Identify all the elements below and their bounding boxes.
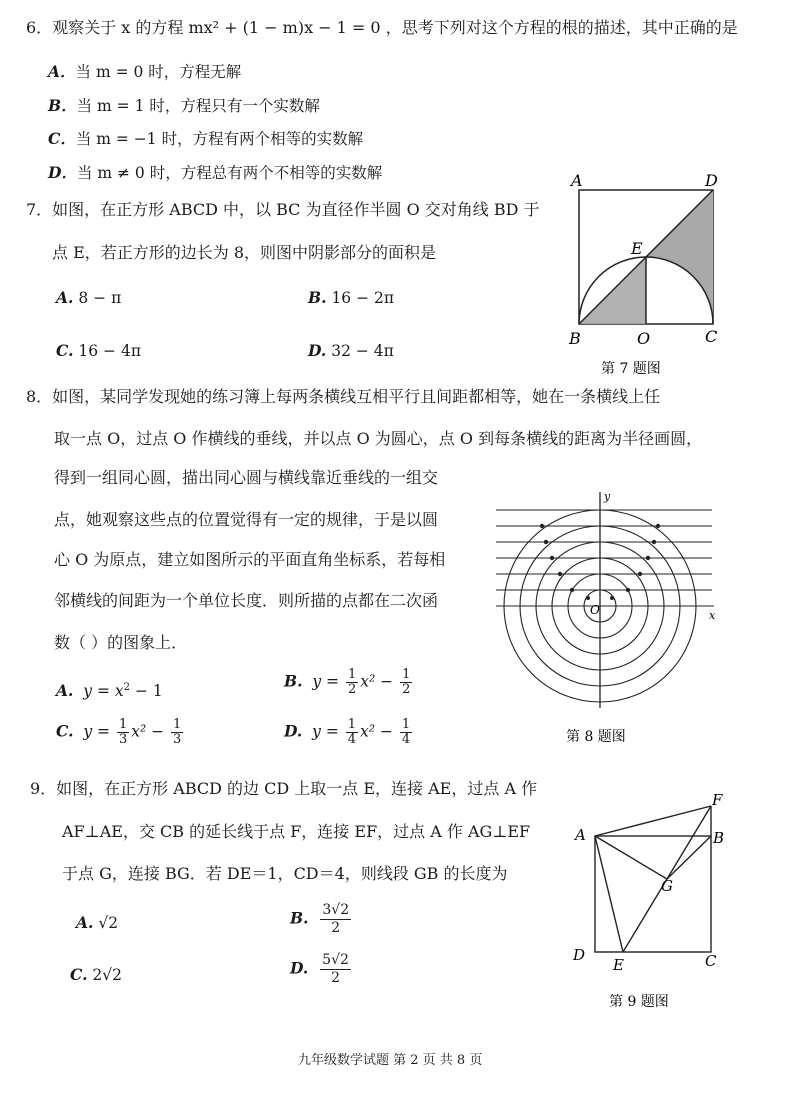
q8-line3: 得到一组同心圆，描出同心圆与横线靠近垂线的一组交: [54, 468, 439, 487]
fig7-label-e: E: [631, 239, 643, 258]
q8-option-b: B. y = $\frac{1}{2}$ x² − $\frac{1}{2}$: [284, 667, 411, 697]
page-footer: 九年级数学试题 第 2 页 共 8 页: [298, 1053, 483, 1068]
q8-option-a: A. $y = x^2 - 1$: [56, 681, 163, 701]
fig8-origin-label: O: [590, 603, 600, 617]
fig8-y-label: y: [604, 490, 611, 503]
fig9-label-d: D: [573, 946, 586, 964]
fig9-af: [595, 806, 711, 836]
figure-9: [565, 788, 735, 1018]
fig8-point: [544, 540, 548, 544]
q9-stem-line1: 9．如图，在正方形 ABCD 的边 CD 上取一点 E，连接 AE，过点 A 作: [30, 779, 538, 798]
q8-option-d: D. y = $\frac{1}{4}$ x² − $\frac{1}{4}$: [284, 717, 411, 747]
fig9-ag: [595, 836, 667, 879]
fig8-point: [638, 572, 642, 576]
q6-option-d: D．当 m ≠ 0 时，方程总有两个不相等的实数解: [48, 163, 383, 182]
fig9-label-g: G: [661, 877, 673, 895]
fig9-ae: [595, 836, 623, 952]
fig8-point: [586, 596, 590, 600]
fig8-point: [570, 588, 574, 592]
q8-line1: 8．如图，某同学发现她的练习簿上每两条横线互相平行且间距都相等，她在一条横线上任: [26, 387, 661, 406]
fig9-caption: 第 9 题图: [609, 994, 669, 1010]
fig7-label-c: C: [705, 327, 718, 346]
q6-stem: 6．观察关于 x 的方程 mx² + (1 − m)x − 1 = 0 ，思考下列对这个方程的根的描述，其中正确的是: [26, 18, 738, 37]
q6-option-a: A．当 m = 0 时，方程无解: [48, 62, 242, 81]
fig8-x-label: x: [709, 609, 716, 622]
q8-option-c: C. y = $\frac{1}{3}$ x² − $\frac{1}{3}$: [56, 717, 182, 747]
q8-line2: 取一点 O，过点 O 作横线的垂线，并以点 O 为圆心，点 O 到每条横线的距离为半径画圆，: [54, 429, 703, 448]
fig8-point: [610, 596, 614, 600]
q9-stem-line3: 于点 G，连接 BG．若 DE＝1，CD＝4，则线段 GB 的长度为: [62, 864, 508, 883]
fig7-label-d: D: [705, 171, 718, 190]
figure-7: [565, 170, 735, 382]
fig8-caption: 第 8 题图: [566, 729, 626, 745]
fig8-point: [558, 572, 562, 576]
fig9-label-a: A: [575, 826, 586, 844]
q8-line5: 心 O 为原点，建立如图所示的平面直角坐标系，若每相: [54, 550, 446, 569]
figure-8: [488, 486, 720, 748]
fig7-caption: 第 7 题图: [601, 361, 661, 377]
fig8-horizontal-lines: [496, 510, 714, 606]
q9-stem-line2: AF⊥AE，交 CB 的延长线于点 F，连接 EF，过点 A 作 AG⊥EF: [62, 822, 531, 841]
fig9-label-e: E: [613, 956, 624, 974]
q8-line7: 数（ ）的图象上．: [54, 633, 188, 652]
q7-option-c: C. 16 − 4π: [56, 341, 142, 360]
fig7-label-o: O: [637, 329, 651, 348]
fig9-label-c: C: [705, 952, 717, 970]
q9-option-c: C. 2√2: [70, 965, 123, 984]
q7-option-b: B. 16 − 2π: [308, 288, 395, 307]
fig8-point: [656, 524, 660, 528]
q7-stem-line1: 7．如图，在正方形 ABCD 中，以 BC 为直径作半圆 O 交对角线 BD 于: [26, 200, 540, 219]
q9-option-b: B. $\frac{3√2}{2}$: [290, 902, 350, 936]
fig8-point: [550, 556, 554, 560]
fig7-label-a: A: [571, 171, 583, 190]
q6-option-b: B．当 m = 1 时，方程只有一个实数解: [48, 96, 320, 115]
fig9-lines: [595, 806, 711, 952]
q8-line4: 点，她观察这些点的位置觉得有一定的规律，于是以圆: [54, 510, 439, 529]
fig9-label-f: F: [712, 791, 723, 809]
q9-option-d: D. $\frac{5√2}{2}$: [290, 952, 349, 986]
q7-option-a: A. 8 − π: [56, 288, 122, 307]
fig8-point: [626, 588, 630, 592]
fig8-point: [540, 524, 544, 528]
q6-option-c: C．当 m = −1 时，方程有两个相等的实数解: [48, 129, 364, 148]
q7-stem-line2: 点 E，若正方形的边长为 8，则图中阴影部分的面积是: [52, 243, 437, 262]
fig8-point: [652, 540, 656, 544]
fig8-point: [646, 556, 650, 560]
q9-option-a: A. √2: [76, 913, 119, 932]
fig9-label-b: B: [713, 829, 725, 847]
fig7-label-b: B: [569, 329, 581, 348]
q8-line6: 邻横线的间距为一个单位长度．则所描的点都在二次函: [54, 591, 439, 610]
q7-option-d: D. 32 − 4π: [308, 341, 394, 360]
